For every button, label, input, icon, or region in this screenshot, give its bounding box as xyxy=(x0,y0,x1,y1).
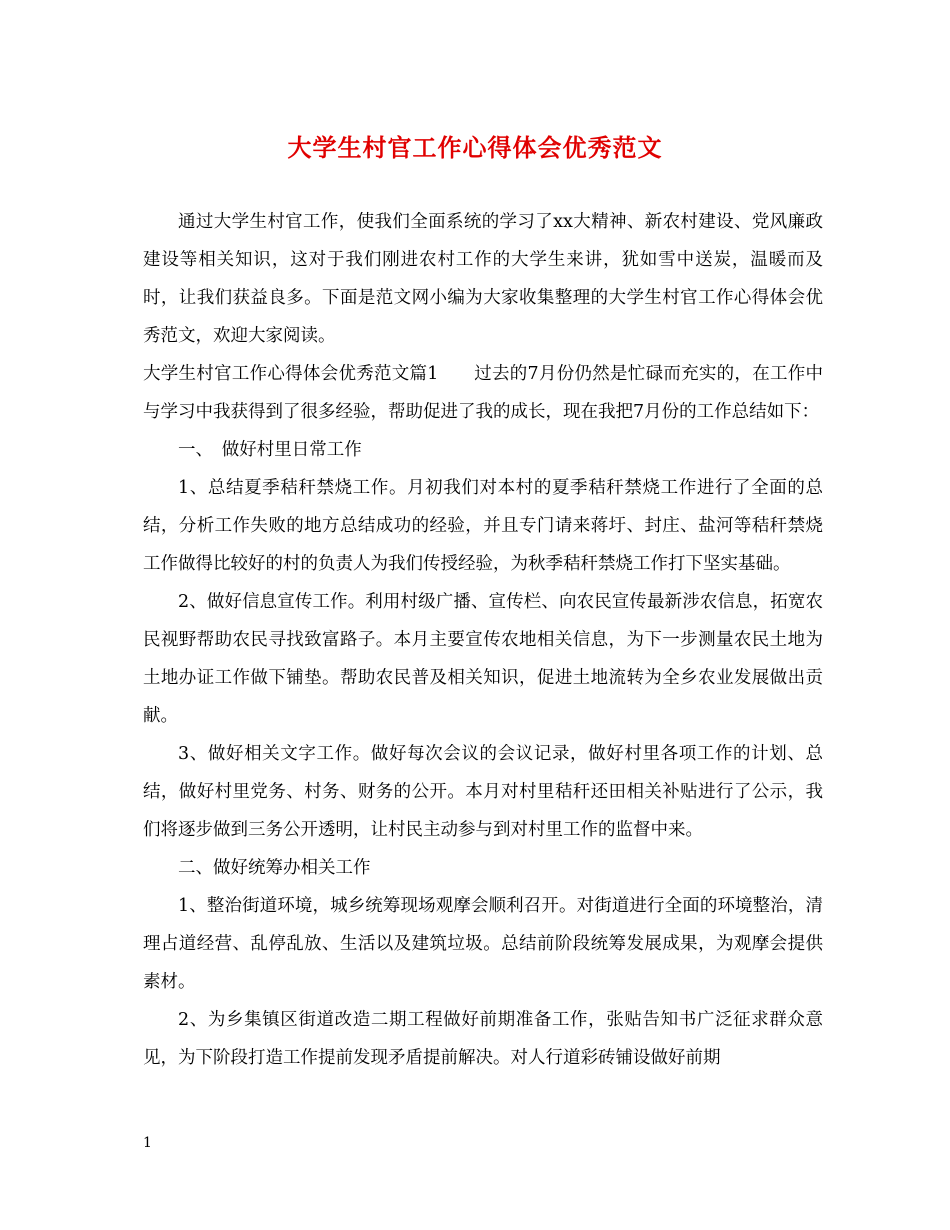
page-number: 1 xyxy=(143,1135,152,1151)
section-lead-paragraph: 大学生村官工作心得体会优秀范文篇1 过去的7月份仍然是忙碌而充实的，在工作中与学习中我获得到了很多经验，帮助促进了我的成长，现在我把7月份的工作总结如下： xyxy=(143,364,823,422)
item-paragraph-4: 1、整治街道环境，城乡统筹现场观摩会顺利召开。对街道进行全面的环境整治，清理占道经营、乱停乱放、生活以及建筑垃圾。总结前阶段统筹发展成果，为观摩会提供素材。 xyxy=(143,896,823,992)
item-paragraph-2: 2、做好信息宣传工作。利用村级广播、宣传栏、向农民宣传最新涉农信息，拓宽农民视野帮助农民寻找致富路子。本月主要宣传农地相关信息，为下一步测量农民土地为土地办证工作做下铺垫。帮助农民普及相关知识，促进土地流转为全乡农业发展做出贡献。 xyxy=(143,592,823,726)
document-body xyxy=(143,203,823,1077)
heading-two: 二、做好统筹办相关工作 xyxy=(178,858,371,878)
item-paragraph-1: 1、总结夏季秸秆禁烧工作。月初我们对本村的夏季秸秆禁烧工作进行了全面的总结，分析工作失败的地方总结成功的经验，并且专门请来蒋圩、封庄、盐河等秸秆禁烧工作做得比较好的村的负责人为我们传授经验，为秋季秸秆禁烧工作打下坚实基础。 xyxy=(143,478,823,574)
document-title: 大学生村官工作心得体会优秀范文 xyxy=(287,133,663,162)
item-paragraph-5: 2、为乡集镇区街道改造二期工程做好前期准备工作，张贴告知书广泛征求群众意见，为下阶段打造工作提前发现矛盾提前解决。对人行道彩砖铺设做好前期 xyxy=(143,1010,823,1068)
heading-one: 一、 做好村里日常工作 xyxy=(178,440,362,460)
intro-paragraph: 通过大学生村官工作，使我们全面系统的学习了xx大精神、新农村建设、党风廉政建设等相关知识，这对于我们刚进农村工作的大学生来讲，犹如雪中送炭，温暖而及时，让我们获益良多。下面是范文网小编为大家收集整理的大学生村官工作心得体会优秀范文，欢迎大家阅读。 xyxy=(143,212,823,346)
item-paragraph-3: 3、做好相关文字工作。做好每次会议的会议记录，做好村里各项工作的计划、总结，做好村里党务、村务、财务的公开。本月对村里秸秆还田相关补贴进行了公示，我们将逐步做到三务公开透明，让村民主动参与到对村里工作的监督中来。 xyxy=(143,744,823,840)
